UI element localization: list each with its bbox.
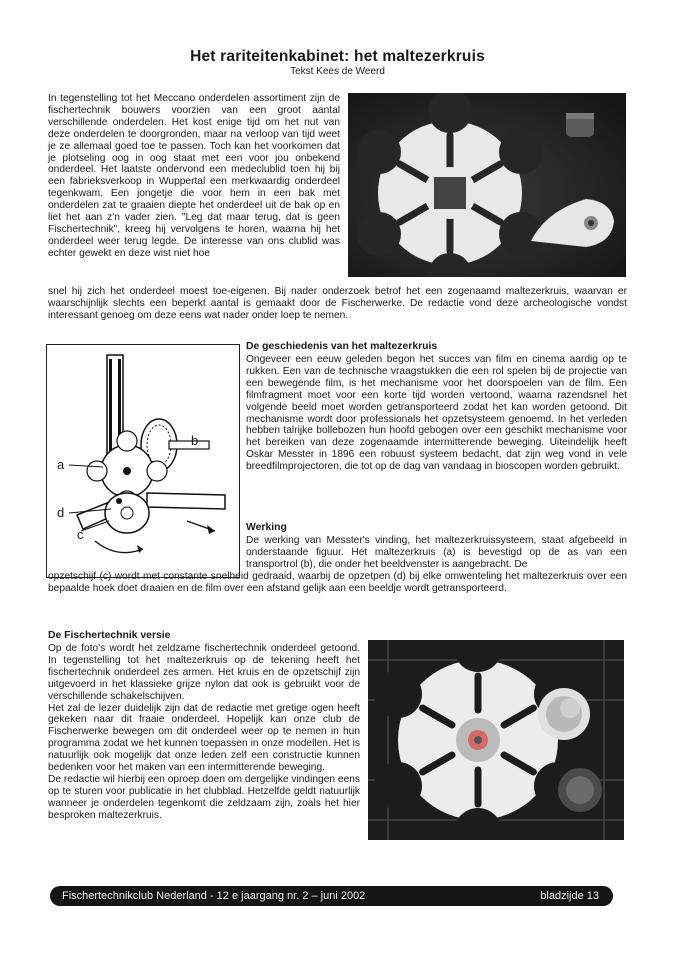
working-heading: Werking: [246, 522, 287, 533]
photo-model-image: [368, 640, 624, 840]
maltese-cross-diagram: [46, 344, 240, 578]
article-title: Het rariteitenkabinet: het maltezerkruis: [190, 48, 485, 65]
page-footer: [50, 886, 613, 906]
history-heading: De geschiedenis van het maltezerkruis: [246, 341, 438, 352]
fischertechnik-paragraph-1: Op de foto's wordt het zeldzame fischertechnik onderdeel getoond. In tegenstelling tot het maltezerkruis op de tekening heeft het fischertechnik onderdeel zes armen. Het kruis en de opzetschijf zijn uitgevoerd in het klassieke grijze nylon dat ook is gebruikt voor de verschillende schakelschijven.: [48, 643, 360, 702]
fischertechnik-paragraph-3: De redactie wil hierbij een oproep doen om dergelijke vindingen eens op te sturen voor publicatie in het clubblad. Hetzelfde geldt natuurlijk wanneer je onderdelen tegenkomt die zeldzaam zijn, zoals het hier besproken maltezerkruis.: [48, 773, 360, 821]
diagram-label-c: c: [77, 527, 84, 542]
photo-maltese-cross-parts: [348, 93, 626, 277]
footer-publication: Fischertechnikclub Nederland - 12 e jaargang nr. 2 – juni 2002: [62, 890, 366, 902]
history-paragraph: Ongeveer een eeuw geleden begon het succes van film en cinema aardig op te rukken. Een van de technische vraagstukken die een rol spelen bij de projectie van een bewegende film, is het mechanisme voor het doorspoelen van de film. Een filmfragment moet voor een korte tijd worden vertoond, waarna razendsnel het volgende beeld moet worden getransporteerd zodat het kan worden getoond. Dit mechanisme wordt door professionals het opzetsysteem genoemd. In het verleden hebben talrijke bollebozen hun hoofd gebogen over een geschikt mechanisme voor het bereiken van deze zogenaamde intermitterende beweging. Uiteindelijk heeft Oskar Messter in 1896 een robuust systeem bedacht, dat zijn weg vond in vele breedfilmprojectoren, die tot op de dag van vandaag in bioscopen worden gebruikt.: [246, 354, 627, 473]
fischertechnik-heading: De Fischertechnik versie: [48, 630, 171, 641]
article-byline: Tekst Kees de Weerd: [290, 66, 385, 77]
working-paragraph: De werking van Messter's vinding, het maltezerkruissysteem, staat afgebeeld in onderstaande figuur. Het maltezerkruis (a) is bevestigd op de as van een transportrol (b), die onder het beeldvenster is aangebracht. De: [246, 535, 627, 570]
diagram-label-d: d: [57, 505, 65, 520]
photo-fischertechnik-model: [368, 640, 624, 840]
photo-image: [348, 93, 626, 277]
fischertechnik-paragraph-2: Het zal de lezer duidelijk zijn dat de redactie met gretige ogen heeft gekeken naar dit fraaie onderdeel. Hopelijk kan onze club de Fischerwerke bewegen om dit onderdeel weer op te nemen in hun programma zodat we het kunnen toepassen in onze modellen. Het is natuurlijk ook mogelijk dat onze leden zelf een constructie kunnen bedenken voor het maken van een intermitterende beweging.: [48, 702, 360, 774]
intro-paragraph-continued: snel hij zich het onderdeel moest toe-eigenen. Bij nader onderzoek betrof het een zogenaamd maltezerkruis, waarvan er waarschijnlijk slechts een beperkt aantal is gemaakt door de Fischerwerke. De redactie vond deze archeologische vondst interessant genoeg om deze eens wat nader onder loep te nemen.: [48, 286, 627, 321]
working-paragraph-continued: opzetschijf (c) wordt met constante snelheid gedraaid, waarbij de opzetpen (d) bij elke omwenteling het maltezerkruis over een bepaalde hoek doet draaien en de film over een afstand gelijk aan een beeldje wordt getransporteerd.: [48, 571, 627, 594]
fischertechnik-text: [48, 643, 360, 822]
footer-page-number: bladzijde 13: [540, 890, 599, 902]
intro-paragraph: In tegenstelling tot het Meccano onderdelen assortiment zijn de fischertechnik bouwers voorzien van een groot aantal verschillende onderdelen. Het kost enige tijd om het nut van deze onderdelen te doorgronden, maar na verloop van tijd weet je ze allemaal goed toe te passen. Toch kan het voorkomen dat je plotseling oog in oog staat met een voor jou onbekend onderdeel. Het laatste ondervond een medeclublid toen hij bij een fabrieksverkoop in Wuppertal een merkwaardig onderdeel tegenkwam. Een jongetje die voor hem in een bak met onderdelen zat te graaien diepte het onderdeel uit de bak op en liet het aan z'n vader zien. "Leg dat maar terug, dat is geen Fischertechnik", kreeg hij vervolgens te horen, waarna hij het onderdeel weer terug legde. De interesse van ons clublid was echter gewekt en deze wist niet hoe: [48, 93, 340, 259]
diagram-drawing: [47, 345, 239, 577]
diagram-label-b: b: [191, 433, 199, 448]
diagram-label-a: a: [57, 457, 65, 472]
